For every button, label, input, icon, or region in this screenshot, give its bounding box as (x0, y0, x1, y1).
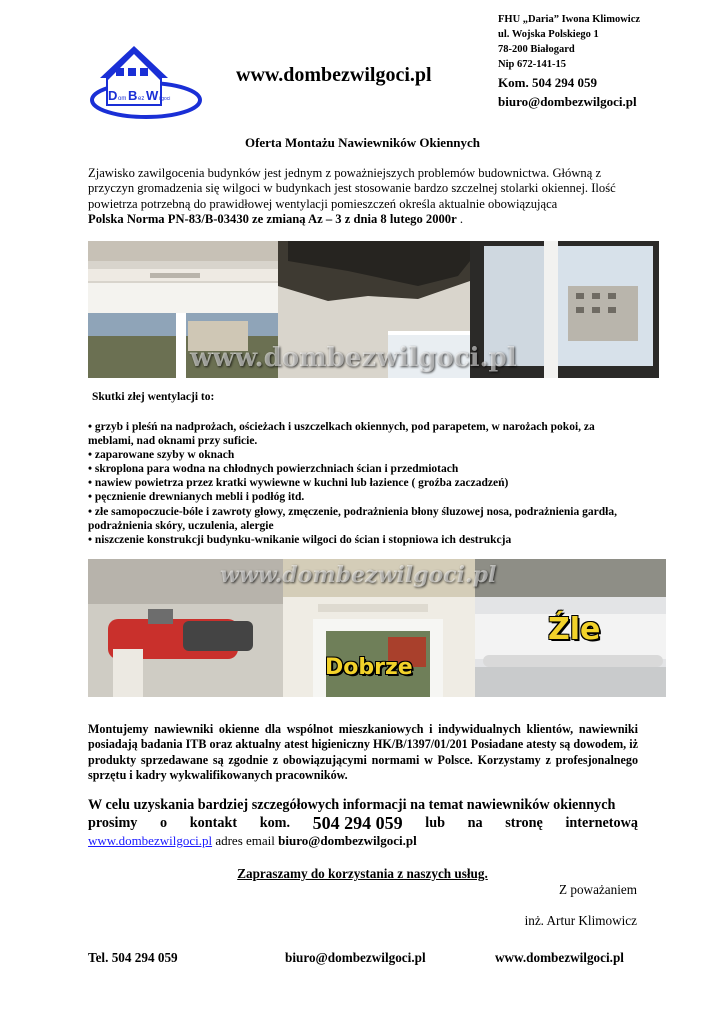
effects-list (88, 420, 638, 547)
bad-label: Źle (548, 612, 601, 647)
intro-end: . (456, 212, 463, 227)
word: kom. (259, 815, 291, 831)
svg-text:W: W (146, 88, 159, 103)
list-item: • nawiew powietrza przez kratki wywiewne w kuchni lub łazience ( groźba zaczadzeń) (88, 477, 509, 490)
good-label: Dobrze (325, 655, 413, 680)
contact-paragraph (88, 796, 638, 850)
company-nip: Nip 672-141-15 (498, 59, 566, 70)
installation-paragraph: Montujemy nawiewniki okienne dla wspólnot mieszkaniowych i indywidualnych klientów, nawiewniki posiadają badania ITB oraz aktualny atest higieniczny HK/B/1397/01/201 Posiadane atesty są dowodem, iż produkty sprzedawane są zgodnie z obowiązującymi normami w Polsce. Korzystamy z profesjonalnego sprzętu i kadry wykwalifikowanych pracowników. (88, 722, 638, 782)
word: lub (425, 815, 446, 831)
intro-text: Zjawisko zawilgocenia budynków jest jednym z poważniejszych problemów budownictwa. Główną z przyczyn gromadzenia się wilgoci w budynkach jest stosowanie bardzo szczelnej stolarki okiennej. Ilość powietrza potrzebną do prawidłowej wentylacji pomieszczeń określa aktualnie obowiązująca (88, 166, 616, 211)
list-item: • grzyb i pleśń na nadprożach, ościeżach i uszczelkach okiennych, pod parapetem, w narożach pokoi, za meblami, nad oknami przy suficie. (88, 421, 595, 448)
invitation-text: Zapraszamy do korzystania z naszych usług. (237, 866, 488, 881)
list-item: • skroplona para wodna na chłodnych powierzchniach ścian i przedmiotach (88, 463, 459, 476)
site-url-title: www.dombezwilgoci.pl (236, 64, 432, 86)
company-street: ul. Wojska Polskiego 1 (498, 29, 599, 40)
contact-line-2 (88, 814, 638, 832)
header-email: biuro@dombezwilgoci.pl (498, 94, 637, 109)
regards-text: Z poważaniem (559, 882, 637, 897)
svg-text:om: om (118, 96, 127, 102)
signature-text: inż. Artur Klimowicz (524, 913, 637, 928)
svg-text:D: D (108, 88, 118, 103)
list-item: • zaparowane szyby w oknach (88, 449, 235, 462)
photo-watermark-1: www.dombezwilgoci.pl (190, 343, 517, 373)
footer-phone: Tel. 504 294 059 (88, 950, 178, 965)
svg-text:ez: ez (138, 96, 145, 102)
footer-email: biuro@dombezwilgoci.pl (285, 950, 426, 965)
footer-website: www.dombezwilgoci.pl (495, 950, 624, 965)
contact-line-1: W celu uzyskania bardziej szczegółowych informacji na temat nawiewników okiennych (88, 797, 616, 813)
norm-reference: Polska Norma PN-83/B-03430 ze zmianą Az – 3 z dnia 8 lutego 2000r (88, 212, 457, 227)
svg-text:ilgoci: ilgoci (159, 96, 171, 102)
company-city: 78-200 Białogard (498, 44, 575, 55)
header-phone: Kom. 504 294 059 (498, 75, 597, 90)
word: na (467, 815, 483, 831)
company-info (498, 12, 640, 111)
company-name: FHU „Daria” Iwona Klimowicz (498, 14, 641, 25)
intro-paragraph (88, 166, 636, 228)
word: o (160, 815, 168, 831)
contact-email: biuro@dombezwilgoci.pl (278, 833, 417, 848)
list-item: • złe samopoczucie-bóle i zawroty głowy, zmęczenie, podrażnienia błony śluzowej nosa, podrażnienia gardła, podrażnienia skóry, uczulenia, alergie (88, 505, 617, 532)
effects-title: Skutki złej wentylacji to: (92, 391, 215, 403)
offer-title: Oferta Montażu Nawiewników Okiennych (244, 135, 481, 150)
list-item: • pęcznienie drewnianych mebli i podłóg itd. (88, 491, 305, 504)
website-link[interactable]: www.dombezwilgoci.pl (88, 833, 213, 848)
company-logo (88, 40, 203, 120)
word: kontakt (189, 815, 238, 831)
contact-line-3 (88, 832, 638, 850)
email-prefix: adres email (212, 833, 279, 848)
contact-phone: 504 294 059 (312, 813, 403, 833)
word: stronę (505, 815, 543, 831)
photo-watermark-2: www.dombezwilgoci.pl (220, 562, 497, 588)
list-item: • niszczenie konstrukcji budynku-wnikanie wilgoci do ścian i stopniowa ich destrukcja (88, 533, 512, 546)
word: prosimy (88, 815, 138, 831)
svg-text:B: B (128, 88, 138, 103)
word: internetową (565, 815, 638, 831)
